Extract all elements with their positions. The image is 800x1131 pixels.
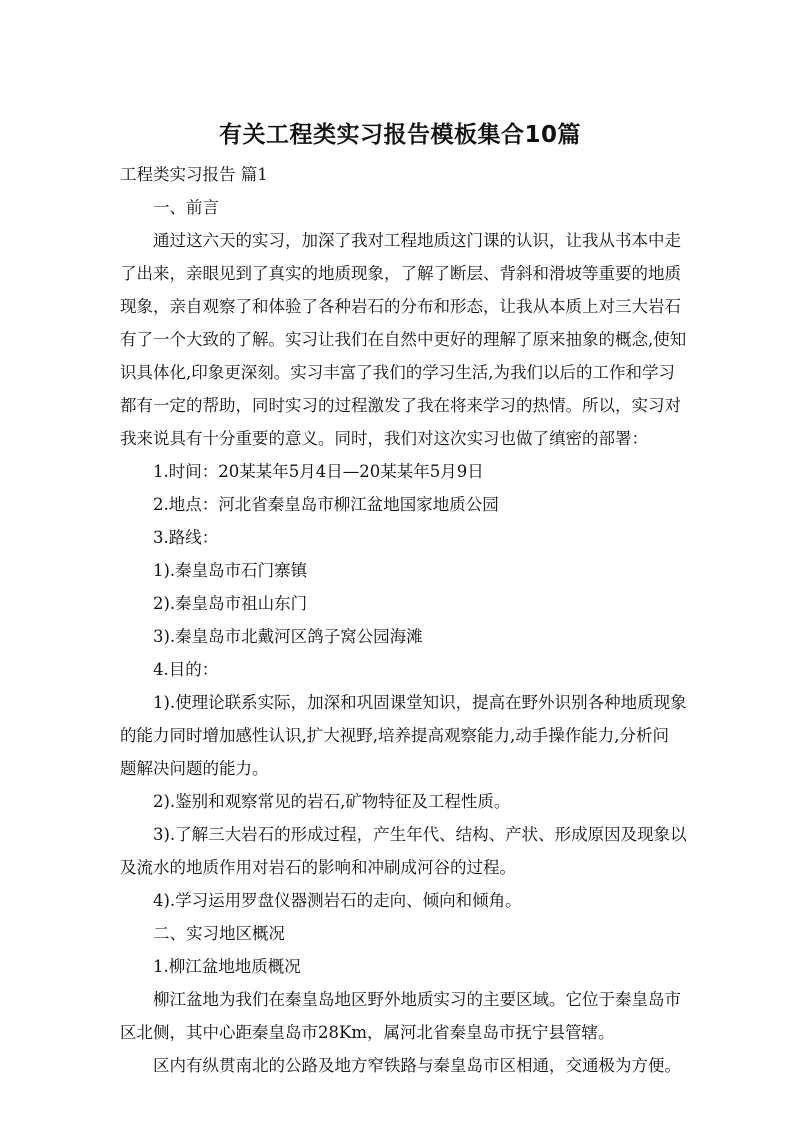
list-item: 4).学习运用罗盘仪器测岩石的走向、倾向和倾角。 [153,891,522,910]
subheading: 一、前言 [153,198,219,217]
paragraph-line: 区内有纵贯南北的公路及地方窄铁路与秦皇岛市区相通，交通极为方便。 [153,1056,681,1075]
paragraph-line: 柳江盆地为我们在秦皇岛地区野外地质实习的主要区域。它位于秦皇岛市 [153,990,681,1009]
paragraph-line: 的能力同时增加感性认识,扩大视野,培养提高观察能力,动手操作能力,分析问 [120,726,669,745]
list-item: 3).秦皇岛市北戴河区鸽子窝公园海滩 [153,627,423,646]
section-heading: 工程类实习报告 篇1 [120,165,268,184]
list-item: 1.时间：20某某年5月4日—20某某年5月9日 [153,462,484,481]
document-title: 有关工程类实习报告模板集合10篇 [218,122,581,148]
paragraph-line: 通过这六天的实习，加深了我对工程地质这门课的认识，让我从书本中走 [153,231,681,250]
paragraph-line: 我来说具有十分重要的意义。同时，我们对这次实习也做了缜密的部署： [120,429,648,448]
list-item: 2.地点：河北省秦皇岛市柳江盆地国家地质公园 [153,495,499,514]
paragraph-line: 了出来，亲眼见到了真实的地质现象，了解了断层、背斜和滑坡等重要的地质 [120,264,681,283]
paragraph-line: 有了一个大致的了解。实习让我们在自然中更好的理解了原来抽象的概念,使知 [120,330,687,349]
list-item: 3.路线： [153,528,219,547]
paragraph-line: 题解决问题的能力。 [120,759,269,778]
paragraph-line: 都有一定的帮助，同时实习的过程激发了我在将来学习的热情。所以，实习对 [120,396,681,415]
paragraph-line: 区北侧，其中心距秦皇岛市28Km，属河北省秦皇岛市抚宁县管辖。 [120,1023,615,1042]
paragraph-line: 现象，亲自观察了和体验了各种岩石的分布和形态，让我从本质上对三大岩石 [120,297,681,316]
list-item: 4.目的： [153,660,219,679]
paragraph-line: 及流水的地质作用对岩石的影响和冲刷成河谷的过程。 [120,858,516,877]
list-item: 1.柳江盆地地质概况 [153,957,301,976]
list-item: 2).鉴别和观察常见的岩石,矿物特征及工程性质。 [153,792,511,811]
list-item: 3).了解三大岩石的形成过程，产生年代、结构、产状、形成原因及现象以 [153,825,687,844]
list-item: 1).秦皇岛市石门寨镇 [153,561,308,580]
subheading: 二、实习地区概况 [153,924,285,943]
list-item: 1).使理论联系实际，加深和巩固课堂知识，提高在野外识别各种地质现象 [153,693,687,712]
list-item: 2).秦皇岛市祖山东门 [153,594,308,613]
paragraph-line: 识具体化,印象更深刻。实习丰富了我们的学习生活,为我们以后的工作和学习 [120,363,675,382]
